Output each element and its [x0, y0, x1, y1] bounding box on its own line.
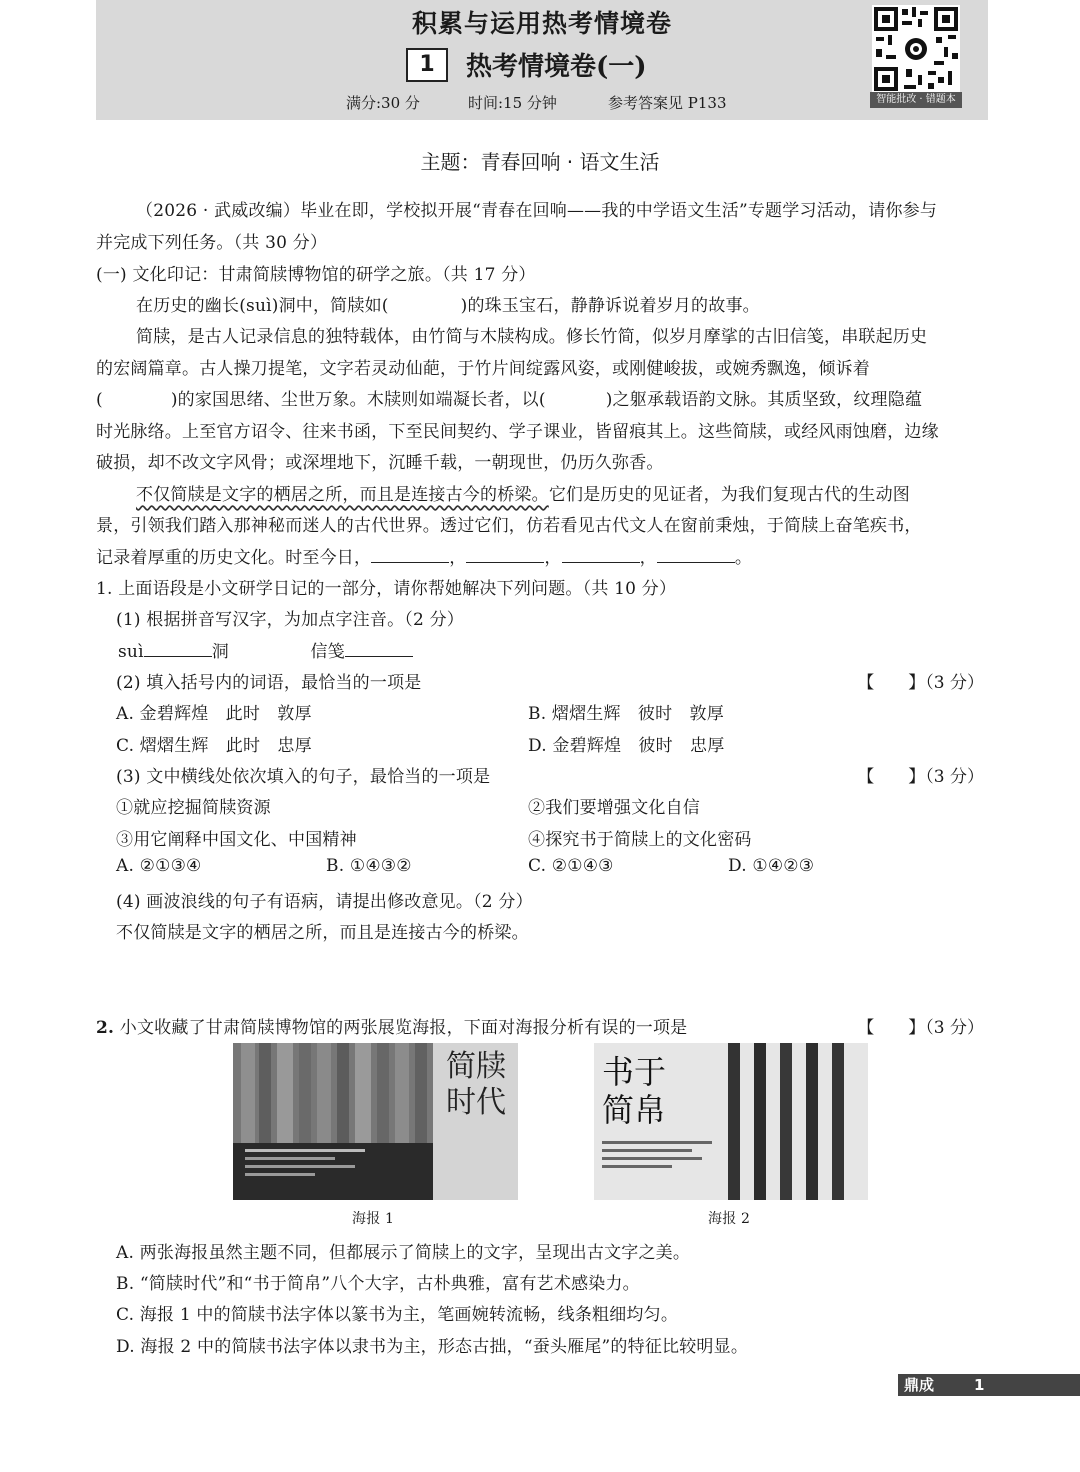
sentence-item: ④探究书于简牍上的文化密码	[528, 830, 752, 850]
theme-heading: 主题：青春回响 · 语文生活	[420, 150, 660, 174]
passage-line	[96, 385, 922, 410]
passage-text: (	[96, 390, 103, 410]
question-number: 2.	[96, 1018, 115, 1038]
full-score: 满分:30 分	[346, 94, 420, 112]
passage-text: 在历史的幽长(suì)洞中，简牍如(	[136, 296, 389, 316]
option-a[interactable]: A. 两张海报虽然主题不同，但都展示了简牍上的文字，呈现出古文字之美。	[116, 1243, 691, 1263]
section-1-heading: (一) 文化印记：甘肃简牍博物馆的研学之旅。（共 17 分）	[96, 265, 536, 285]
word-text: 信笺	[310, 642, 345, 662]
wavy-underlined-sentence: 不仅简牍是文字的栖居之所，而且是连接古今的桥梁。	[136, 485, 549, 505]
paper-subtitle: 热考情境卷(一)	[466, 52, 647, 82]
option-a[interactable]: A. 金碧辉煌 此时 敦厚	[116, 704, 312, 724]
answer-bracket[interactable]: 【 】（3 分）	[857, 767, 984, 787]
option-c[interactable]: C. 熠熠生辉 此时 忠厚	[116, 736, 312, 756]
time-limit: 时间:15 分钟	[468, 94, 557, 112]
poster-1-image	[233, 1043, 518, 1200]
option-d[interactable]: D. 海报 2 中的简牍书法字体以隶书为主，形态古拙，“蚕头雁尾”的特征比较明显。	[116, 1337, 749, 1357]
word-text: 洞	[211, 642, 229, 662]
option-c[interactable]: C. ②①④③	[528, 856, 614, 876]
answer-bracket[interactable]: 【 】（3 分）	[857, 673, 984, 693]
question-1-4: (4) 画波浪线的句子有语病，请提出修改意见。（2 分）	[116, 892, 533, 912]
question-1-2: (2) 填入括号内的词语，最恰当的一项是	[116, 673, 422, 693]
intro-line-2: 并完成下列任务。（共 30 分）	[96, 233, 328, 253]
question-2-stem	[96, 1013, 687, 1038]
question-1-3: (3) 文中横线处依次填入的句子，最恰当的一项是	[116, 767, 491, 787]
answer-blank[interactable]	[345, 640, 413, 657]
passage-line: 的宏阔篇章。古人操刀提笔，文字若灵动仙葩，于竹片间绽露风姿，或刚健峻拔，或婉秀飘逸，倾诉着	[96, 359, 870, 379]
faulty-sentence: 不仅简牍是文字的栖居之所，而且是连接古今的桥梁。	[116, 923, 529, 943]
option-c[interactable]: C. 海报 1 中的简牍书法字体以篆书为主，笔画婉转流畅，线条粗细均匀。	[116, 1305, 679, 1325]
option-a[interactable]: A. ②①③④	[116, 856, 202, 876]
sentence-item: ①就应挖掘简牍资源	[116, 798, 271, 818]
poster-2-image	[594, 1043, 868, 1200]
passage-line	[136, 291, 760, 316]
answer-reference: 参考答案见 P133	[608, 94, 727, 112]
qr-caption: 智能批改 · 错题本	[870, 92, 962, 108]
passage-text: 它们是历史的见证者，为我们复现古代的生动图	[548, 485, 911, 505]
sentence-item: ②我们要增强文化自信	[528, 798, 700, 818]
question-text: 小文收藏了甘肃简牍博物馆的两张展览海报，下面对海报分析有误的一项是	[119, 1018, 688, 1038]
answer-blank[interactable]	[144, 640, 212, 657]
passage-line: 简牍，是古人记录信息的独特载体，由竹简与木牍构成。修长竹简，似岁月摩挲的古旧信笺，串联起历史	[136, 327, 928, 347]
question-1-stem: 1. 上面语段是小文研学日记的一部分，请你帮她解决下列问题。（共 10 分）	[96, 579, 677, 599]
option-d[interactable]: D. ①④②③	[728, 856, 815, 876]
pinyin-text: suì	[118, 642, 144, 662]
passage-line: 景，引领我们踏入那神秘而迷人的古代世界。透过它们，仿若看见古代文人在窗前秉烛，于简牍上奋笔疾书，	[96, 516, 922, 536]
option-b[interactable]: B. 熠熠生辉 彼时 敦厚	[528, 704, 724, 724]
page-number: 1	[974, 1376, 985, 1394]
answer-bracket[interactable]: 【 】（3 分）	[857, 1018, 984, 1038]
passage-text: 。	[734, 548, 753, 568]
page-footer	[898, 1374, 1080, 1396]
option-b[interactable]: B. ①④③②	[326, 856, 412, 876]
intro-line-1: （2026 · 武威改编）毕业在即，学校拟开展“青春在回响——我的中学语文生活”专题学习活动，请你参与	[136, 201, 938, 221]
answer-blank[interactable]	[657, 546, 735, 563]
passage-line: 破损，却不改文字风骨；或深埋地下，沉睡千载，一朝现世，仍历久弥香。	[96, 453, 664, 473]
passage-line	[136, 480, 910, 505]
brand-logo: 鼎成	[904, 1376, 935, 1394]
option-b[interactable]: B. “简牍时代”和“书于简帛”八个大字，古朴典雅，富有艺术感染力。	[116, 1274, 640, 1294]
answer-blank[interactable]	[466, 546, 544, 563]
passage-text: 记录着厚重的历史文化。时至今日，	[96, 548, 372, 568]
paper-title: 积累与运用热考情境卷	[411, 9, 672, 38]
poster-1-caption: 海报 1	[352, 1211, 395, 1227]
passage-text: )的珠玉宝石，静静诉说着岁月的故事。	[460, 296, 760, 316]
poster-1-title: 简牍时代	[446, 1049, 506, 1120]
paper-number: 1	[406, 48, 448, 82]
question-1-1: (1) 根据拼音写汉字，为加点字注音。（2 分）	[116, 610, 465, 630]
header-band	[96, 0, 988, 120]
pinyin-blank-row	[118, 637, 413, 662]
passage-line: 记录着厚重的历史文化。时至今日， ， ， ， 。	[96, 548, 753, 568]
option-d[interactable]: D. 金碧辉煌 彼时 忠厚	[528, 736, 725, 756]
passage-text: )的家国思绪、尘世万象。木牍则如端凝长者，以(	[170, 390, 546, 410]
qr-code-icon[interactable]	[872, 5, 960, 93]
sentence-item: ③用它阐释中国文化、中国精神	[116, 830, 357, 850]
passage-line: 时光脉络。上至官方诏令、往来书函，下至民间契约、学子课业，皆留痕其上。这些简牍，或经风雨蚀磨，边缘	[96, 422, 939, 442]
poster-2-caption: 海报 2	[708, 1211, 751, 1227]
answer-blank[interactable]	[562, 546, 640, 563]
answer-blank[interactable]	[371, 546, 449, 563]
poster-2-title: 书于简帛	[602, 1053, 667, 1129]
passage-text: )之躯承载语韵文脉。其质坚致，纹理隐蕴	[605, 390, 923, 410]
